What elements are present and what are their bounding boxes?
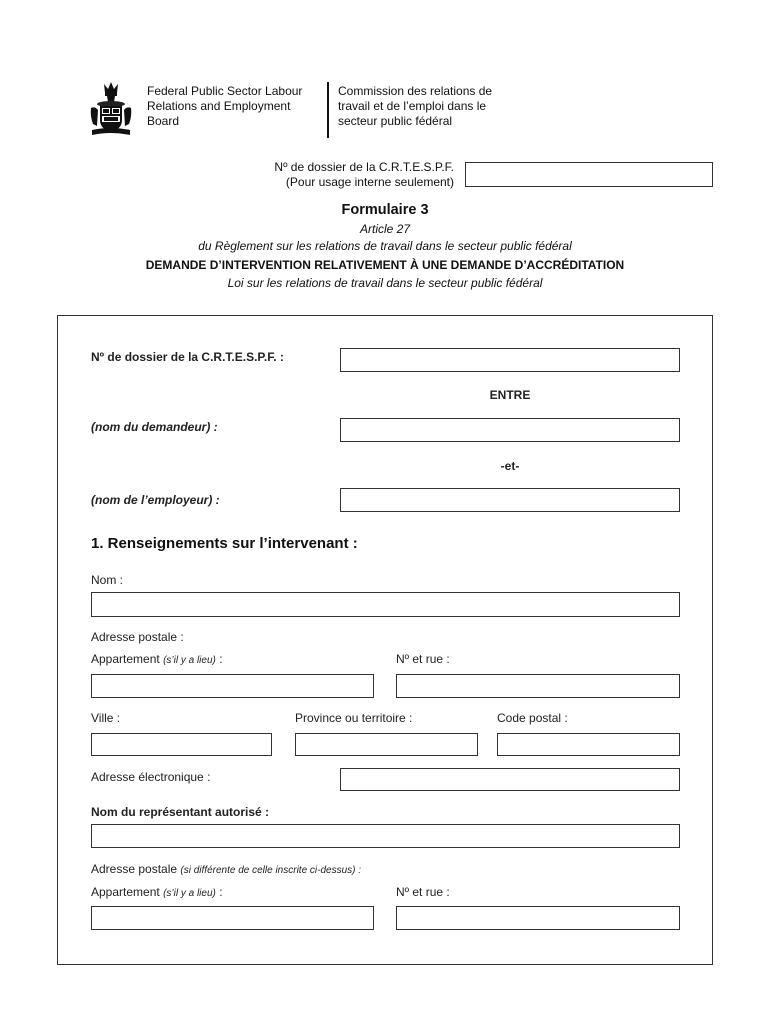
french-agency-name [338,84,528,129]
city-input[interactable] [91,733,272,756]
rep-mailing-address-label [91,862,361,876]
name-label: Nom : [91,573,124,587]
rep-mailing-note: (si différente de celle inscrite ci-dessus) : [180,865,362,876]
form-heading: DEMANDE D’INTERVENTION RELATIVEMENT À UNE DEMANDE D’ACCRÉDITATION [145,258,625,272]
rep-apartment-note: (s’il y a lieu) [163,888,216,899]
section-1-title: 1. Renseignements sur l’intervenant : [91,535,358,552]
street-input[interactable] [396,674,680,698]
apartment-input[interactable] [91,674,374,698]
coat-of-arms-logo [88,80,134,138]
name-input[interactable] [91,592,680,617]
french-name-line: secteur public fédéral [338,114,453,128]
rep-street-label: Nº et rue : [396,885,450,899]
french-name-line: Commission des relations de [338,84,493,98]
apartment-label [91,652,223,666]
representative-input[interactable] [91,824,680,848]
rep-apartment-label-text: Appartement [91,885,160,899]
english-name-line: Federal Public Sector Labour [147,84,303,98]
province-label: Province ou territoire : [295,711,413,725]
apartment-note: (s’il y a lieu) [163,655,216,666]
postal-code-input[interactable] [497,733,680,756]
form-title: Formulaire 3 [341,202,429,218]
applicant-input[interactable] [340,418,680,442]
employer-label: (nom de l’employeur) : [91,493,220,507]
internal-file-label [230,160,454,190]
province-input[interactable] [295,733,478,756]
apartment-label-text: Appartement [91,652,160,666]
internal-file-label-line1: Nº de dossier de la C.R.T.E.S.P.F. [274,160,454,174]
english-name-line: Board [147,114,180,128]
apartment-colon: : [215,652,223,666]
email-input[interactable] [340,768,680,791]
et-label: -et- [500,459,520,473]
act-name: Loi sur les relations de travail dans le secteur public fédéral [227,276,543,290]
mailing-address-label: Adresse postale : [91,630,184,644]
file-number-input[interactable] [340,348,680,372]
rep-mailing-label-text: Adresse postale [91,862,178,876]
representative-label: Nom du représentant autorisé : [91,805,270,819]
english-name-line: Relations and Employment [147,99,291,113]
employer-input[interactable] [340,488,680,512]
english-agency-name [147,84,322,129]
french-name-line: travail et de l’emploi dans le [338,99,487,113]
email-label: Adresse électronique : [91,770,211,784]
internal-file-label-line2: (Pour usage interne seulement) [285,175,454,189]
header-divider [327,82,329,138]
applicant-label: (nom du demandeur) : [91,420,218,434]
regulation-name: du Règlement sur les relations de travail dans le secteur public fédéral [198,239,572,253]
rep-apartment-colon: : [215,885,223,899]
street-label: Nº et rue : [396,652,450,666]
file-number-label: Nº de dossier de la C.R.T.E.S.P.F. : [91,350,284,364]
rep-apartment-label [91,885,223,899]
rep-street-input[interactable] [396,906,680,930]
internal-file-input[interactable] [465,162,713,187]
article-number: Article 27 [359,222,411,236]
entre-label: ENTRE [489,388,531,402]
coat-of-arms-icon [88,80,134,138]
city-label: Ville : [91,711,121,725]
rep-apartment-input[interactable] [91,906,374,930]
postal-code-label: Code postal : [497,711,568,725]
